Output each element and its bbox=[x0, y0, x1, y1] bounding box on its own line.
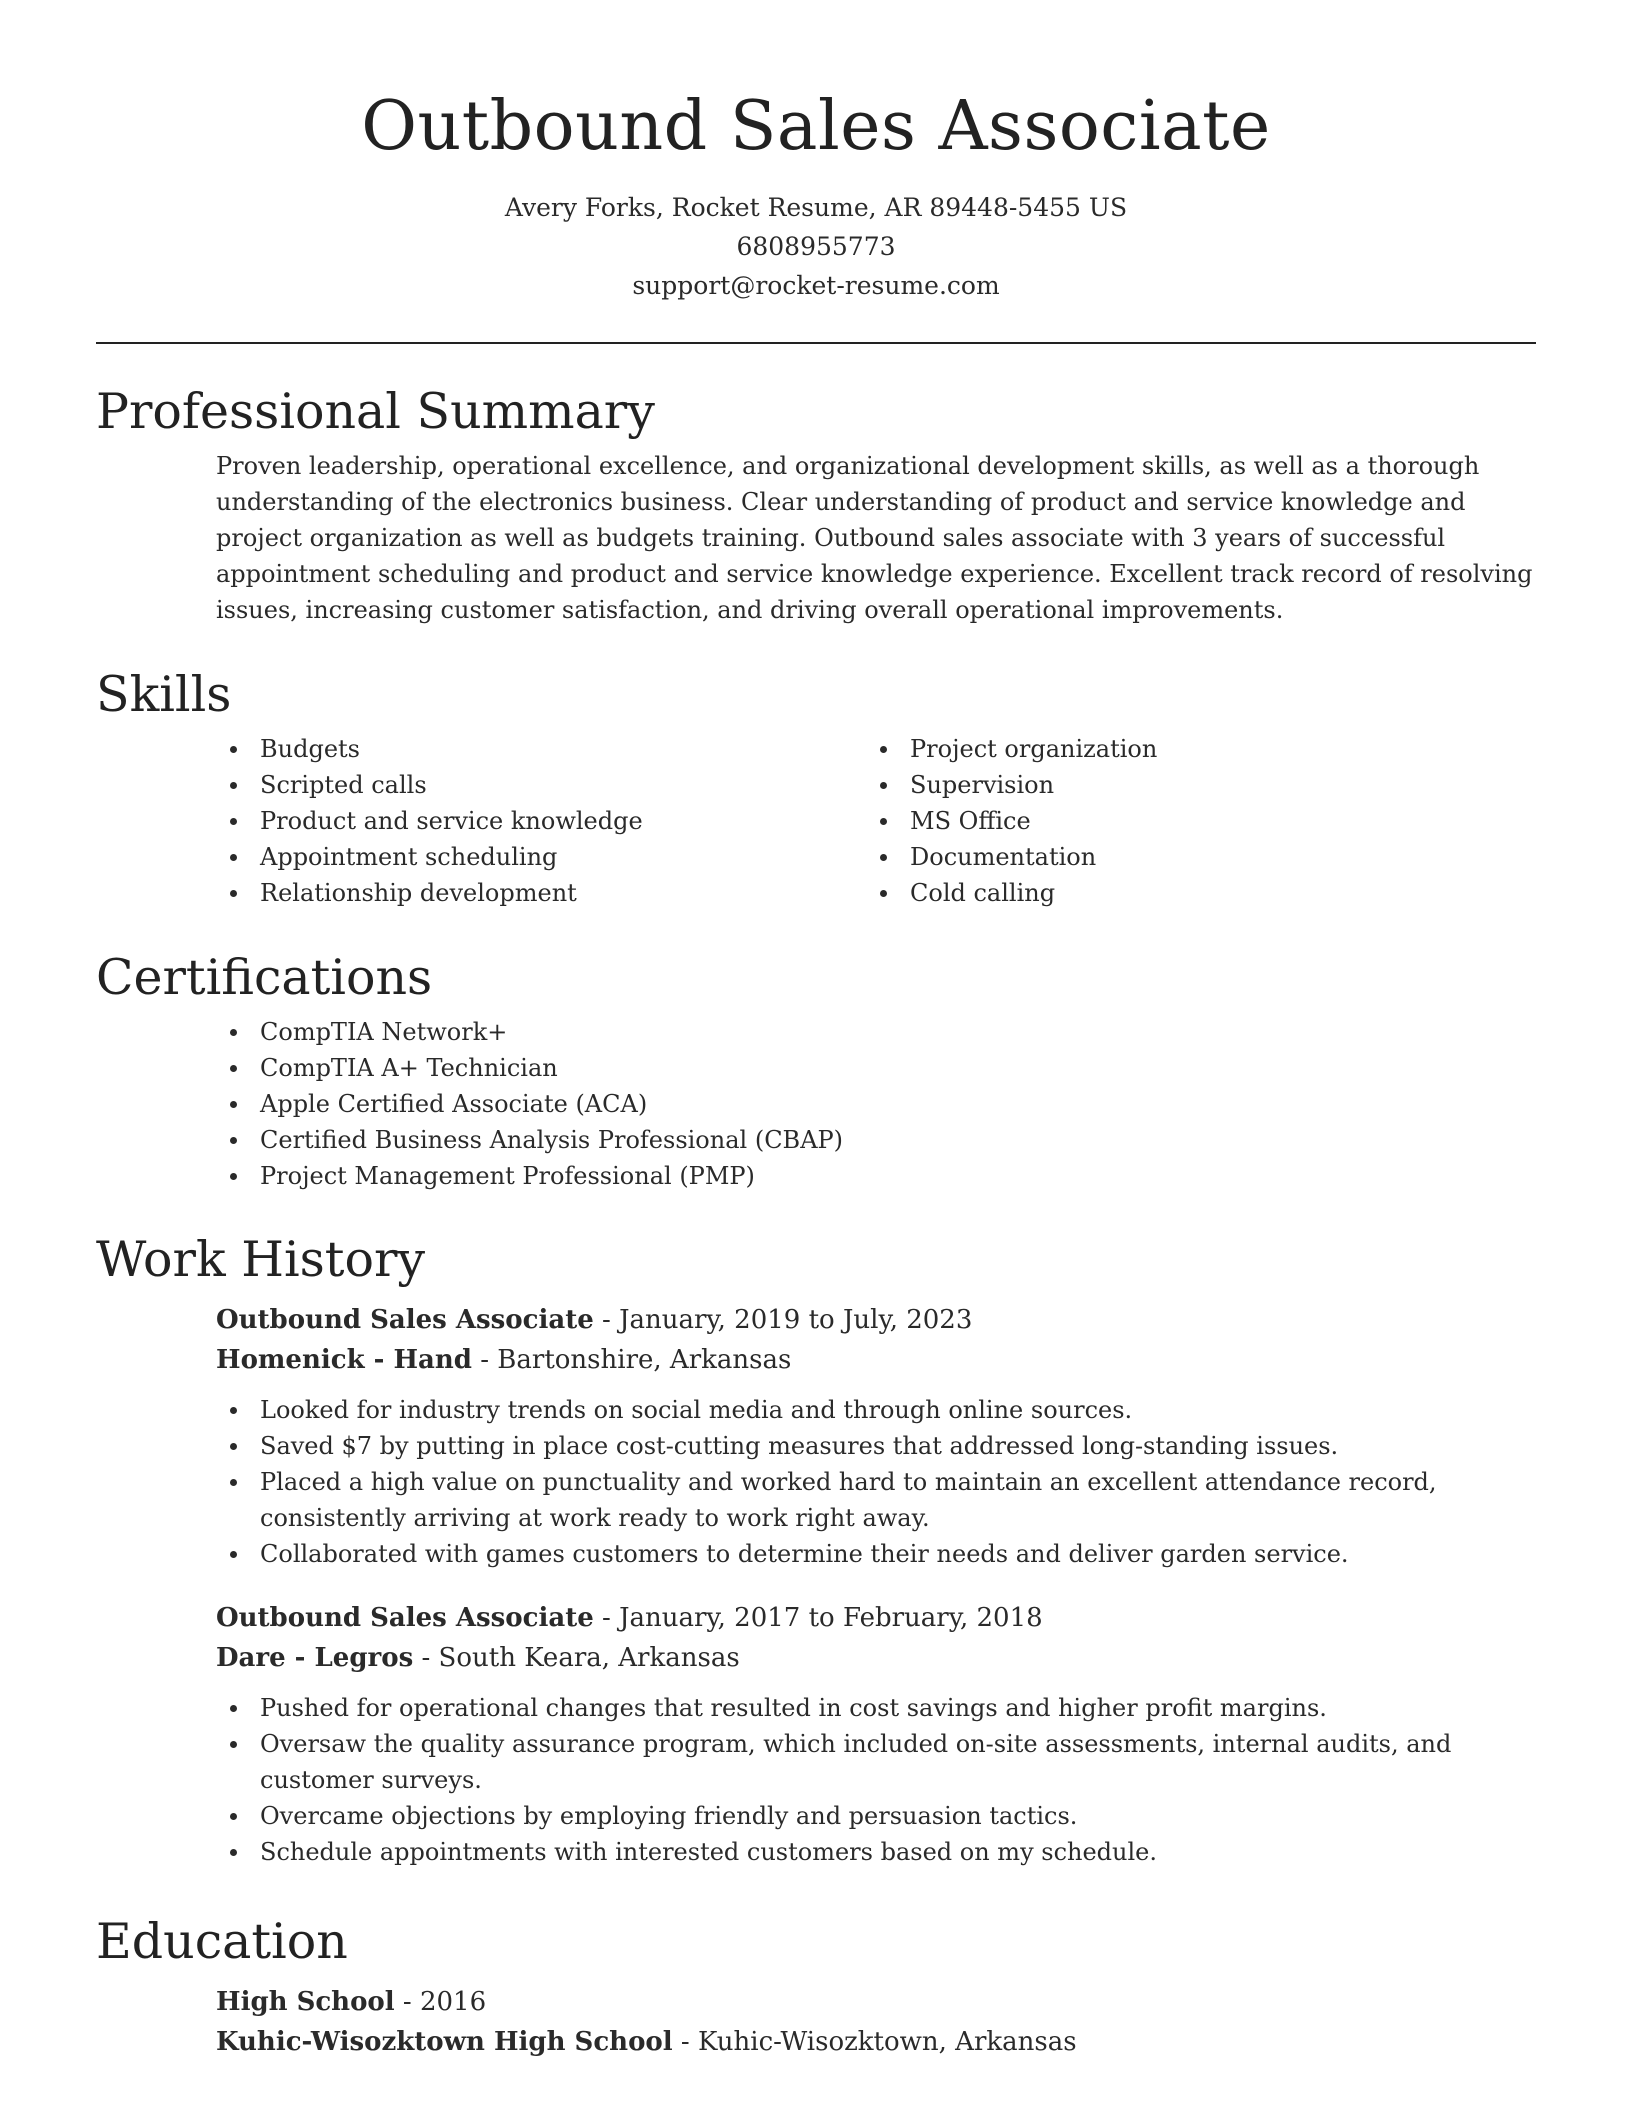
education-entry bbox=[216, 1982, 1536, 2062]
job-company-line bbox=[216, 1340, 1536, 1380]
list-item: Looked for industry trends on social media and through online sources. bbox=[216, 1392, 1506, 1428]
skills-section bbox=[96, 665, 1536, 911]
list-item: Schedule appointments with interested customers based on my schedule. bbox=[216, 1834, 1506, 1870]
summary-heading: Professional Summary bbox=[96, 383, 655, 440]
list-item: Overcame objections by employing friendly and persuasion tactics. bbox=[216, 1798, 1506, 1834]
education-school: Kuhic-Wisozktown High School bbox=[216, 2027, 673, 2057]
list-item: Project Management Professional (PMP) bbox=[216, 1158, 1536, 1194]
job-title: Outbound Sales Associate bbox=[216, 1305, 594, 1335]
work-history-section bbox=[96, 1230, 1536, 1870]
list-item: Apple Certified Associate (ACA) bbox=[216, 1086, 1536, 1122]
list-item: Certified Business Analysis Professional (CBAP) bbox=[216, 1122, 1536, 1158]
list-item: Placed a high value on punctuality and worked hard to maintain an excellent attendance record, consistently arriving at work ready to work right away. bbox=[216, 1464, 1506, 1536]
education-degree-line bbox=[216, 1982, 1536, 2022]
job-company: Homenick - Hand bbox=[216, 1345, 472, 1375]
list-item: Saved $7 by putting in place cost-cutting measures that addressed long-standing issues. bbox=[216, 1428, 1506, 1464]
job-title-line bbox=[216, 1300, 1536, 1340]
list-item: Oversaw the quality assurance program, which included on-site assessments, internal audits, and customer surveys. bbox=[216, 1726, 1506, 1798]
contact-block bbox=[96, 188, 1536, 305]
education-degree: High School bbox=[216, 1987, 395, 2017]
education-year: - 2016 bbox=[394, 1987, 487, 2017]
list-item: CompTIA A+ Technician bbox=[216, 1050, 1536, 1086]
job-bullets bbox=[96, 1392, 1536, 1572]
education-school-line bbox=[216, 2022, 1536, 2062]
list-item: Supervision bbox=[866, 767, 1516, 803]
certifications-heading: Certifications bbox=[96, 949, 433, 1006]
list-item: Budgets bbox=[216, 731, 866, 767]
list-item: Product and service knowledge bbox=[216, 803, 866, 839]
job-entry bbox=[216, 1598, 1536, 1870]
list-item: Project organization bbox=[866, 731, 1516, 767]
job-dates: - January, 2017 to February, 2018 bbox=[593, 1603, 1043, 1633]
education-location: - Kuhic-Wisozktown, Arkansas bbox=[672, 2027, 1077, 2057]
list-item: Documentation bbox=[866, 839, 1516, 875]
list-item: Appointment scheduling bbox=[216, 839, 866, 875]
job-location: - South Keara, Arkansas bbox=[413, 1643, 740, 1673]
education-section bbox=[96, 1912, 1536, 2062]
summary-section bbox=[96, 382, 1536, 628]
job-title-line bbox=[216, 1598, 1536, 1638]
summary-text: Proven leadership, operational excellence, and organizational development skills, as well as a thorough understanding of the electronics business. Clear understanding of product and service knowledge and project organization as well as budgets training. Outbound sales associate with 3 years of successful appointment scheduling and product and service knowledge experience. Excellent track record of resolving issues, increasing customer satisfaction, and driving overall operational improvements. bbox=[216, 452, 1533, 624]
skills-heading: Skills bbox=[96, 666, 232, 723]
certifications-section bbox=[96, 948, 1536, 1194]
job-entry bbox=[216, 1300, 1536, 1572]
skills-columns bbox=[216, 731, 1536, 911]
contact-email: support@rocket-resume.com bbox=[632, 271, 1000, 300]
skills-list-left bbox=[216, 731, 866, 911]
job-title: Outbound Sales Associate bbox=[216, 1603, 594, 1633]
job-dates: - January, 2019 to July, 2023 bbox=[593, 1305, 973, 1335]
certifications-list bbox=[216, 1014, 1536, 1194]
job-bullets bbox=[216, 1690, 1536, 1870]
candidate-title: Outbound Sales Associate bbox=[361, 87, 1271, 166]
skills-list-right bbox=[866, 731, 1516, 911]
work-history-heading: Work History bbox=[96, 1231, 426, 1288]
list-item: MS Office bbox=[866, 803, 1516, 839]
contact-phone: 6808955773 bbox=[736, 232, 896, 261]
list-item: Relationship development bbox=[216, 875, 866, 911]
education-heading: Education bbox=[96, 1913, 348, 1970]
job-company: Dare - Legros bbox=[216, 1643, 414, 1673]
list-item: Pushed for operational changes that resulted in cost savings and higher profit margins. bbox=[216, 1690, 1506, 1726]
list-item: Scripted calls bbox=[216, 767, 866, 803]
header-divider bbox=[96, 342, 1536, 344]
job-company-line bbox=[216, 1638, 1536, 1678]
job-location: - Bartonshire, Arkansas bbox=[471, 1345, 792, 1375]
contact-address: Avery Forks, Rocket Resume, AR 89448-5455 US bbox=[504, 193, 1128, 222]
resume-header bbox=[96, 84, 1536, 305]
list-item: Cold calling bbox=[866, 875, 1516, 911]
list-item: CompTIA Network+ bbox=[216, 1014, 1536, 1050]
list-item: Collaborated with games customers to determine their needs and deliver garden service. bbox=[216, 1536, 1506, 1572]
